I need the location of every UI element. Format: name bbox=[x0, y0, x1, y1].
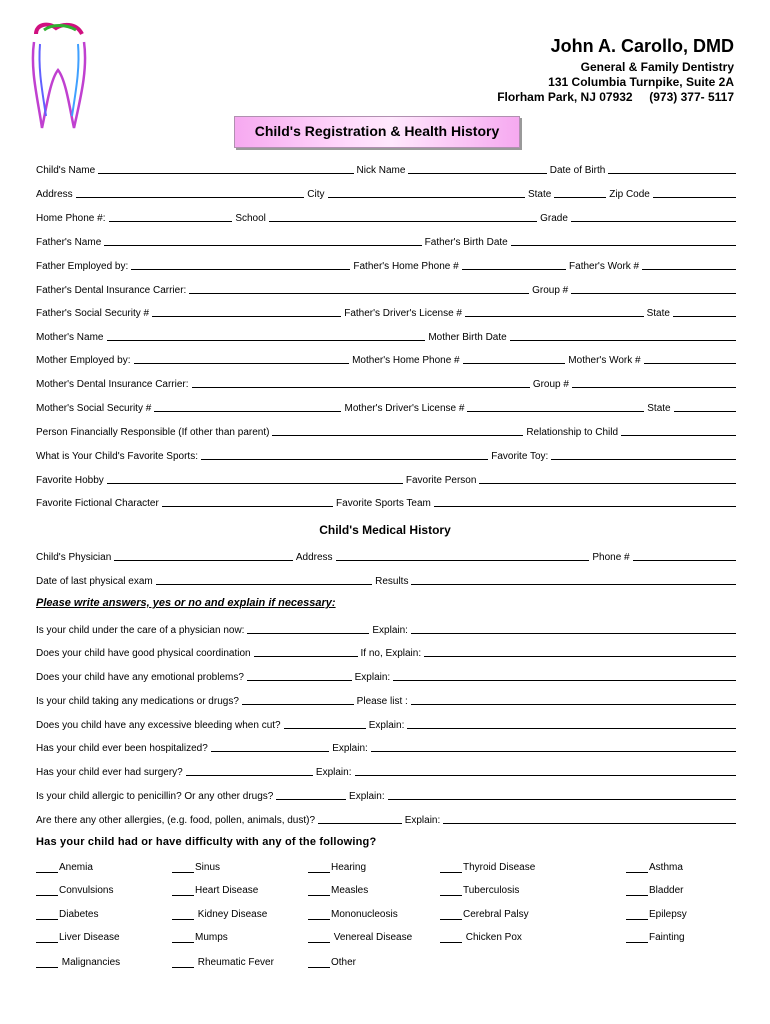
condition-label: Heart Disease bbox=[195, 885, 259, 896]
condition-check-field[interactable] bbox=[308, 885, 330, 896]
father-license-field[interactable] bbox=[465, 315, 644, 317]
physician-address-field[interactable] bbox=[336, 559, 590, 561]
row-mother-ssn: Mother's Social Security # Mother's Driver's License # State bbox=[36, 400, 736, 414]
condition-check-field[interactable] bbox=[308, 909, 330, 920]
mother-insurance-field[interactable] bbox=[192, 386, 530, 388]
conditions-heading: Has your child had or have difficulty with any of the following? bbox=[36, 836, 377, 848]
condition-item bbox=[308, 932, 412, 943]
condition-label: Diabetes bbox=[59, 909, 99, 920]
condition-item bbox=[626, 932, 685, 943]
condition-label: Epilepsy bbox=[649, 909, 687, 920]
condition-label: Mononucleosis bbox=[331, 909, 398, 920]
condition-label: Bladder bbox=[649, 885, 684, 896]
condition-item bbox=[308, 909, 398, 920]
condition-check-field[interactable] bbox=[36, 957, 58, 968]
condition-label: Cerebral Palsy bbox=[463, 909, 529, 920]
row-q3: Does your child have any emotional problems? Explain: bbox=[36, 669, 736, 683]
practice-address: 131 Columbia Turnpike, Suite 2A bbox=[548, 75, 734, 89]
q4-explain-field[interactable] bbox=[411, 703, 736, 705]
q9-explain-field[interactable] bbox=[443, 822, 736, 824]
q5-explain-field[interactable] bbox=[407, 727, 736, 729]
condition-item bbox=[172, 885, 258, 896]
fav-character-field[interactable] bbox=[162, 505, 333, 507]
results-field[interactable] bbox=[411, 583, 736, 585]
row-fav-hobby: Favorite Hobby Favorite Person bbox=[36, 472, 736, 486]
zip-field[interactable] bbox=[653, 196, 736, 198]
father-work-field[interactable] bbox=[642, 268, 736, 270]
row-father-employed: Father Employed by: Father's Home Phone # Father's Work # bbox=[36, 258, 736, 272]
condition-label: Thyroid Disease bbox=[463, 862, 536, 873]
condition-item bbox=[36, 885, 113, 896]
mother-dob-field[interactable] bbox=[510, 339, 736, 341]
dob-field[interactable] bbox=[608, 172, 736, 174]
condition-item bbox=[626, 909, 687, 920]
condition-label: Tuberculosis bbox=[463, 885, 520, 896]
father-name-field[interactable] bbox=[104, 244, 421, 246]
condition-check-field[interactable] bbox=[36, 932, 58, 943]
mother-group-field[interactable] bbox=[572, 386, 736, 388]
row-q6: Has your child ever been hospitalized? Explain: bbox=[36, 740, 736, 754]
father-dob-field[interactable] bbox=[511, 244, 736, 246]
condition-label: Anemia bbox=[59, 862, 93, 873]
row-father-insurance: Father's Dental Insurance Carrier: Group # bbox=[36, 282, 736, 296]
row-q9: Are there any other allergies, (e.g. food, pollen, animals, dust)? Explain: bbox=[36, 812, 736, 826]
row-last-exam: Date of last physical exam Results bbox=[36, 573, 736, 587]
medical-history-title: Child's Medical History bbox=[319, 523, 451, 537]
row-q8: Is your child allergic to penicillin? Or any other drugs? Explain: bbox=[36, 788, 736, 802]
mother-home-phone-field[interactable] bbox=[463, 362, 566, 364]
condition-check-field[interactable] bbox=[440, 862, 462, 873]
condition-check-field[interactable] bbox=[36, 909, 58, 920]
row-child-name: Child's Name Nick Name Date of Birth bbox=[36, 162, 736, 176]
condition-label: Kidney Disease bbox=[195, 909, 268, 920]
mother-license-state-field[interactable] bbox=[674, 410, 736, 412]
q7-explain-field[interactable] bbox=[355, 774, 737, 776]
q3-answer-field[interactable] bbox=[247, 679, 352, 681]
condition-item bbox=[308, 862, 366, 873]
condition-label: Other bbox=[331, 957, 357, 968]
father-home-phone-field[interactable] bbox=[462, 268, 566, 270]
q6-explain-field[interactable] bbox=[371, 750, 736, 752]
condition-item bbox=[440, 909, 529, 920]
mother-employer-field[interactable] bbox=[134, 362, 350, 364]
row-physician: Child's Physician Address Phone # bbox=[36, 549, 736, 563]
physician-field[interactable] bbox=[114, 559, 293, 561]
row-mother-employed: Mother Employed by: Mother's Home Phone # Mother's Work # bbox=[36, 352, 736, 366]
condition-item bbox=[36, 932, 120, 943]
row-father-ssn: Father's Social Security # Father's Driver's License # State bbox=[36, 305, 736, 319]
mother-ssn-field[interactable] bbox=[154, 410, 341, 412]
condition-item bbox=[36, 909, 98, 920]
father-group-field[interactable] bbox=[571, 292, 736, 294]
condition-check-field[interactable] bbox=[626, 932, 648, 943]
q1-explain-field[interactable] bbox=[411, 632, 736, 634]
condition-check-field[interactable] bbox=[626, 909, 648, 920]
row-q1: Is your child under the care of a physician now: Explain: bbox=[36, 622, 736, 636]
q4-answer-field[interactable] bbox=[242, 703, 354, 705]
row-q2: Does your child have good physical coordination If no, Explain: bbox=[36, 645, 736, 659]
condition-item bbox=[36, 957, 120, 968]
form-title: Child's Registration & Health History bbox=[234, 116, 520, 148]
tooth-logo bbox=[30, 20, 90, 132]
practice-type: General & Family Dentistry bbox=[580, 60, 734, 74]
responsible-field[interactable] bbox=[272, 434, 523, 436]
condition-label: Venereal Disease bbox=[331, 932, 413, 943]
condition-check-field[interactable] bbox=[626, 885, 648, 896]
q5-answer-field[interactable] bbox=[284, 727, 366, 729]
row-mother-insurance: Mother's Dental Insurance Carrier: Group # bbox=[36, 376, 736, 390]
condition-label: Liver Disease bbox=[59, 932, 120, 943]
condition-item bbox=[36, 862, 93, 873]
condition-item bbox=[172, 862, 220, 873]
row-fav-sports: What is Your Child's Favorite Sports: Favorite Toy: bbox=[36, 448, 736, 462]
city-field[interactable] bbox=[328, 196, 525, 198]
row-address: Address City State Zip Code bbox=[36, 186, 736, 200]
row-responsible: Person Financially Responsible (If other than parent) Relationship to Child bbox=[36, 424, 736, 438]
row-q4: Is your child taking any medications or drugs? Please list : bbox=[36, 693, 736, 707]
condition-item bbox=[172, 932, 228, 943]
father-insurance-field[interactable] bbox=[189, 292, 529, 294]
q1-answer-field[interactable] bbox=[247, 632, 369, 634]
condition-check-field[interactable] bbox=[172, 909, 194, 920]
fav-sports-field[interactable] bbox=[201, 458, 488, 460]
condition-check-field[interactable] bbox=[440, 885, 462, 896]
mother-license-field[interactable] bbox=[467, 410, 644, 412]
condition-item bbox=[440, 932, 522, 943]
condition-label: Malignancies bbox=[59, 957, 121, 968]
row-q5: Does you child have any excessive bleeding when cut? Explain: bbox=[36, 717, 736, 731]
relationship-field[interactable] bbox=[621, 434, 736, 436]
condition-item bbox=[308, 885, 368, 896]
grade-field[interactable] bbox=[571, 220, 736, 222]
condition-item bbox=[172, 909, 267, 920]
condition-item bbox=[440, 862, 535, 873]
condition-check-field[interactable] bbox=[172, 957, 194, 968]
condition-item bbox=[308, 957, 356, 968]
condition-check-field[interactable] bbox=[172, 932, 194, 943]
condition-label: Measles bbox=[331, 885, 369, 896]
row-fav-character: Favorite Fictional Character Favorite Sports Team bbox=[36, 495, 736, 509]
condition-item bbox=[626, 862, 683, 873]
condition-item bbox=[626, 885, 683, 896]
fav-toy-field[interactable] bbox=[551, 458, 736, 460]
q3-explain-field[interactable] bbox=[393, 679, 736, 681]
q8-explain-field[interactable] bbox=[388, 798, 736, 800]
condition-check-field[interactable] bbox=[36, 862, 58, 873]
condition-item bbox=[440, 885, 519, 896]
father-employer-field[interactable] bbox=[131, 268, 350, 270]
school-field[interactable] bbox=[269, 220, 537, 222]
last-exam-field[interactable] bbox=[156, 583, 372, 585]
condition-check-field[interactable] bbox=[308, 932, 330, 943]
child-name-field[interactable] bbox=[98, 172, 353, 174]
mother-name-field[interactable] bbox=[107, 339, 426, 341]
condition-check-field[interactable] bbox=[172, 885, 194, 896]
mother-work-field[interactable] bbox=[644, 362, 736, 364]
condition-label: Convulsions bbox=[59, 885, 114, 896]
dentist-name: John A. Carollo, DMD bbox=[550, 36, 734, 56]
fav-hobby-field[interactable] bbox=[107, 482, 403, 484]
fav-team-field[interactable] bbox=[434, 505, 736, 507]
q6-answer-field[interactable] bbox=[211, 750, 329, 752]
nick-name-field[interactable] bbox=[408, 172, 546, 174]
q7-answer-field[interactable] bbox=[186, 774, 313, 776]
condition-check-field[interactable] bbox=[440, 932, 462, 943]
father-license-state-field[interactable] bbox=[673, 315, 736, 317]
state-field[interactable] bbox=[554, 196, 606, 198]
row-mother-name: Mother's Name Mother Birth Date bbox=[36, 329, 736, 343]
row-father-name: Father's Name Father's Birth Date bbox=[36, 234, 736, 248]
practice-city-phone: Florham Park, NJ 07932 (973) 377- 5117 bbox=[497, 90, 734, 104]
address-field[interactable] bbox=[76, 196, 305, 198]
physician-phone-field[interactable] bbox=[633, 559, 736, 561]
condition-label: Mumps bbox=[195, 932, 228, 943]
q2-explain-field[interactable] bbox=[424, 655, 736, 657]
father-ssn-field[interactable] bbox=[152, 315, 341, 317]
condition-label: Sinus bbox=[195, 862, 221, 873]
q8-answer-field[interactable] bbox=[276, 798, 346, 800]
instructions: Please write answers, yes or no and explain if necessary: bbox=[36, 597, 336, 609]
condition-label: Hearing bbox=[331, 862, 367, 873]
condition-item bbox=[172, 957, 274, 968]
row-q7: Has your child ever had surgery? Explain: bbox=[36, 764, 736, 778]
home-phone-field[interactable] bbox=[109, 220, 233, 222]
fav-person-field[interactable] bbox=[479, 482, 736, 484]
condition-label: Asthma bbox=[649, 862, 683, 873]
condition-label: Fainting bbox=[649, 932, 685, 943]
q2-answer-field[interactable] bbox=[254, 655, 358, 657]
q9-answer-field[interactable] bbox=[318, 822, 402, 824]
condition-check-field[interactable] bbox=[36, 885, 58, 896]
condition-check-field[interactable] bbox=[626, 862, 648, 873]
condition-label: Rheumatic Fever bbox=[195, 957, 274, 968]
condition-check-field[interactable] bbox=[440, 909, 462, 920]
condition-label: Chicken Pox bbox=[463, 932, 522, 943]
condition-check-field[interactable] bbox=[308, 957, 330, 968]
condition-check-field[interactable] bbox=[308, 862, 330, 873]
row-home-phone: Home Phone #: School Grade bbox=[36, 210, 736, 224]
condition-check-field[interactable] bbox=[172, 862, 194, 873]
